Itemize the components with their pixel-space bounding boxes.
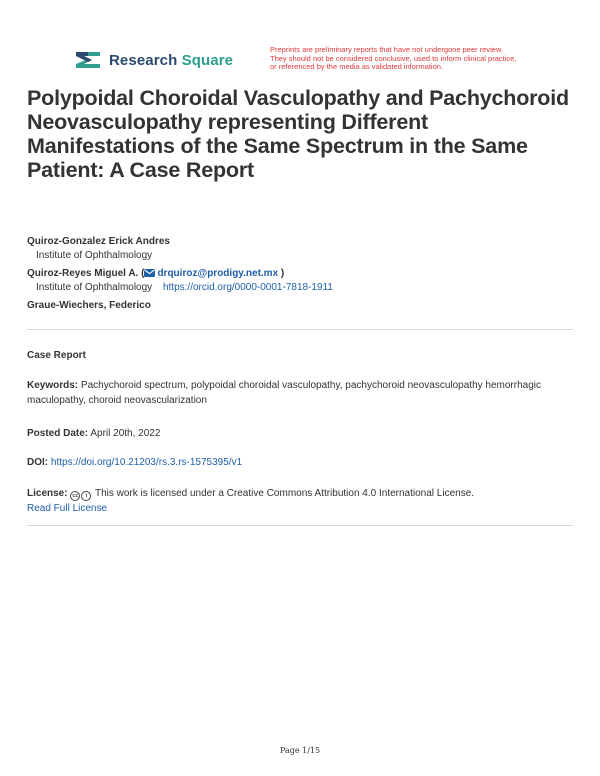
divider	[27, 525, 573, 526]
notice-line: or referenced by the media as validated information.	[270, 62, 444, 71]
author-affiliation	[27, 281, 577, 295]
page-indicator: Page 1/15	[279, 746, 321, 755]
doi-link[interactable]: https://doi.org/10.21203/rs.3.rs-1575395/v1	[50, 457, 243, 468]
read-full-license-link[interactable]: Read Full License	[27, 503, 108, 514]
orcid-link[interactable]: https://orcid.org/0000-0001-7818-1911	[162, 282, 333, 293]
envelope-icon	[144, 269, 155, 277]
license-text: This work is licensed under a Creative Commons Attribution 4.0 International License.	[94, 488, 475, 499]
license	[27, 486, 573, 516]
research-square-logo[interactable]	[75, 49, 233, 71]
brand-name: Research Square	[109, 51, 234, 69]
notice-line: Preprints are preliminary reports that have not undergone peer review.	[270, 45, 504, 54]
posted-label: Posted Date:	[27, 428, 89, 439]
posted-date	[27, 426, 573, 441]
preprint-notice	[270, 46, 540, 72]
doi-label: DOI:	[27, 457, 49, 468]
author-affiliation: Institute of Ophthalmology	[36, 250, 153, 261]
keywords	[27, 378, 573, 408]
divider	[27, 329, 573, 330]
keywords-text: Pachychoroid spectrum, polypoidal choroidal vasculopathy, pachychoroid neovasculopathy hemorrhagic maculopathy, choroid neovascularization	[27, 380, 541, 406]
doi	[27, 455, 573, 470]
author-name[interactable]: Quiroz-Gonzalez Erick Andres	[27, 236, 170, 247]
author-list	[27, 235, 577, 313]
posted-date-value: April 20th, 2022	[90, 428, 161, 439]
cc-icon: cc	[72, 493, 79, 499]
paper-title: Polypoidal Choroidal Vasculopathy and Pachychoroid Neovasculopathy representing Different Manifestations of the Same Spectrum in the Same Patient: A Case Report	[27, 86, 569, 182]
author-name: Quiroz-Reyes Miguel A. ( drquiroz@prodigy.net.mx )	[27, 268, 285, 279]
article-type: Case Report	[27, 350, 86, 361]
author-name-text[interactable]: Quiroz-Reyes Miguel A.	[27, 268, 139, 279]
author-name[interactable]: Graue-Wiechers, Federico	[27, 300, 151, 311]
license-label: License:	[27, 488, 68, 499]
notice-line: They should not be considered conclusive, used to inform clinical practice,	[270, 53, 517, 63]
keywords-label: Keywords:	[27, 380, 79, 391]
attribution-icon: i	[81, 491, 91, 501]
affiliation-text: Institute of Ophthalmology	[36, 282, 153, 293]
research-square-logo-icon	[75, 49, 101, 71]
author-email-link[interactable]: drquiroz@prodigy.net.mx	[157, 268, 279, 279]
